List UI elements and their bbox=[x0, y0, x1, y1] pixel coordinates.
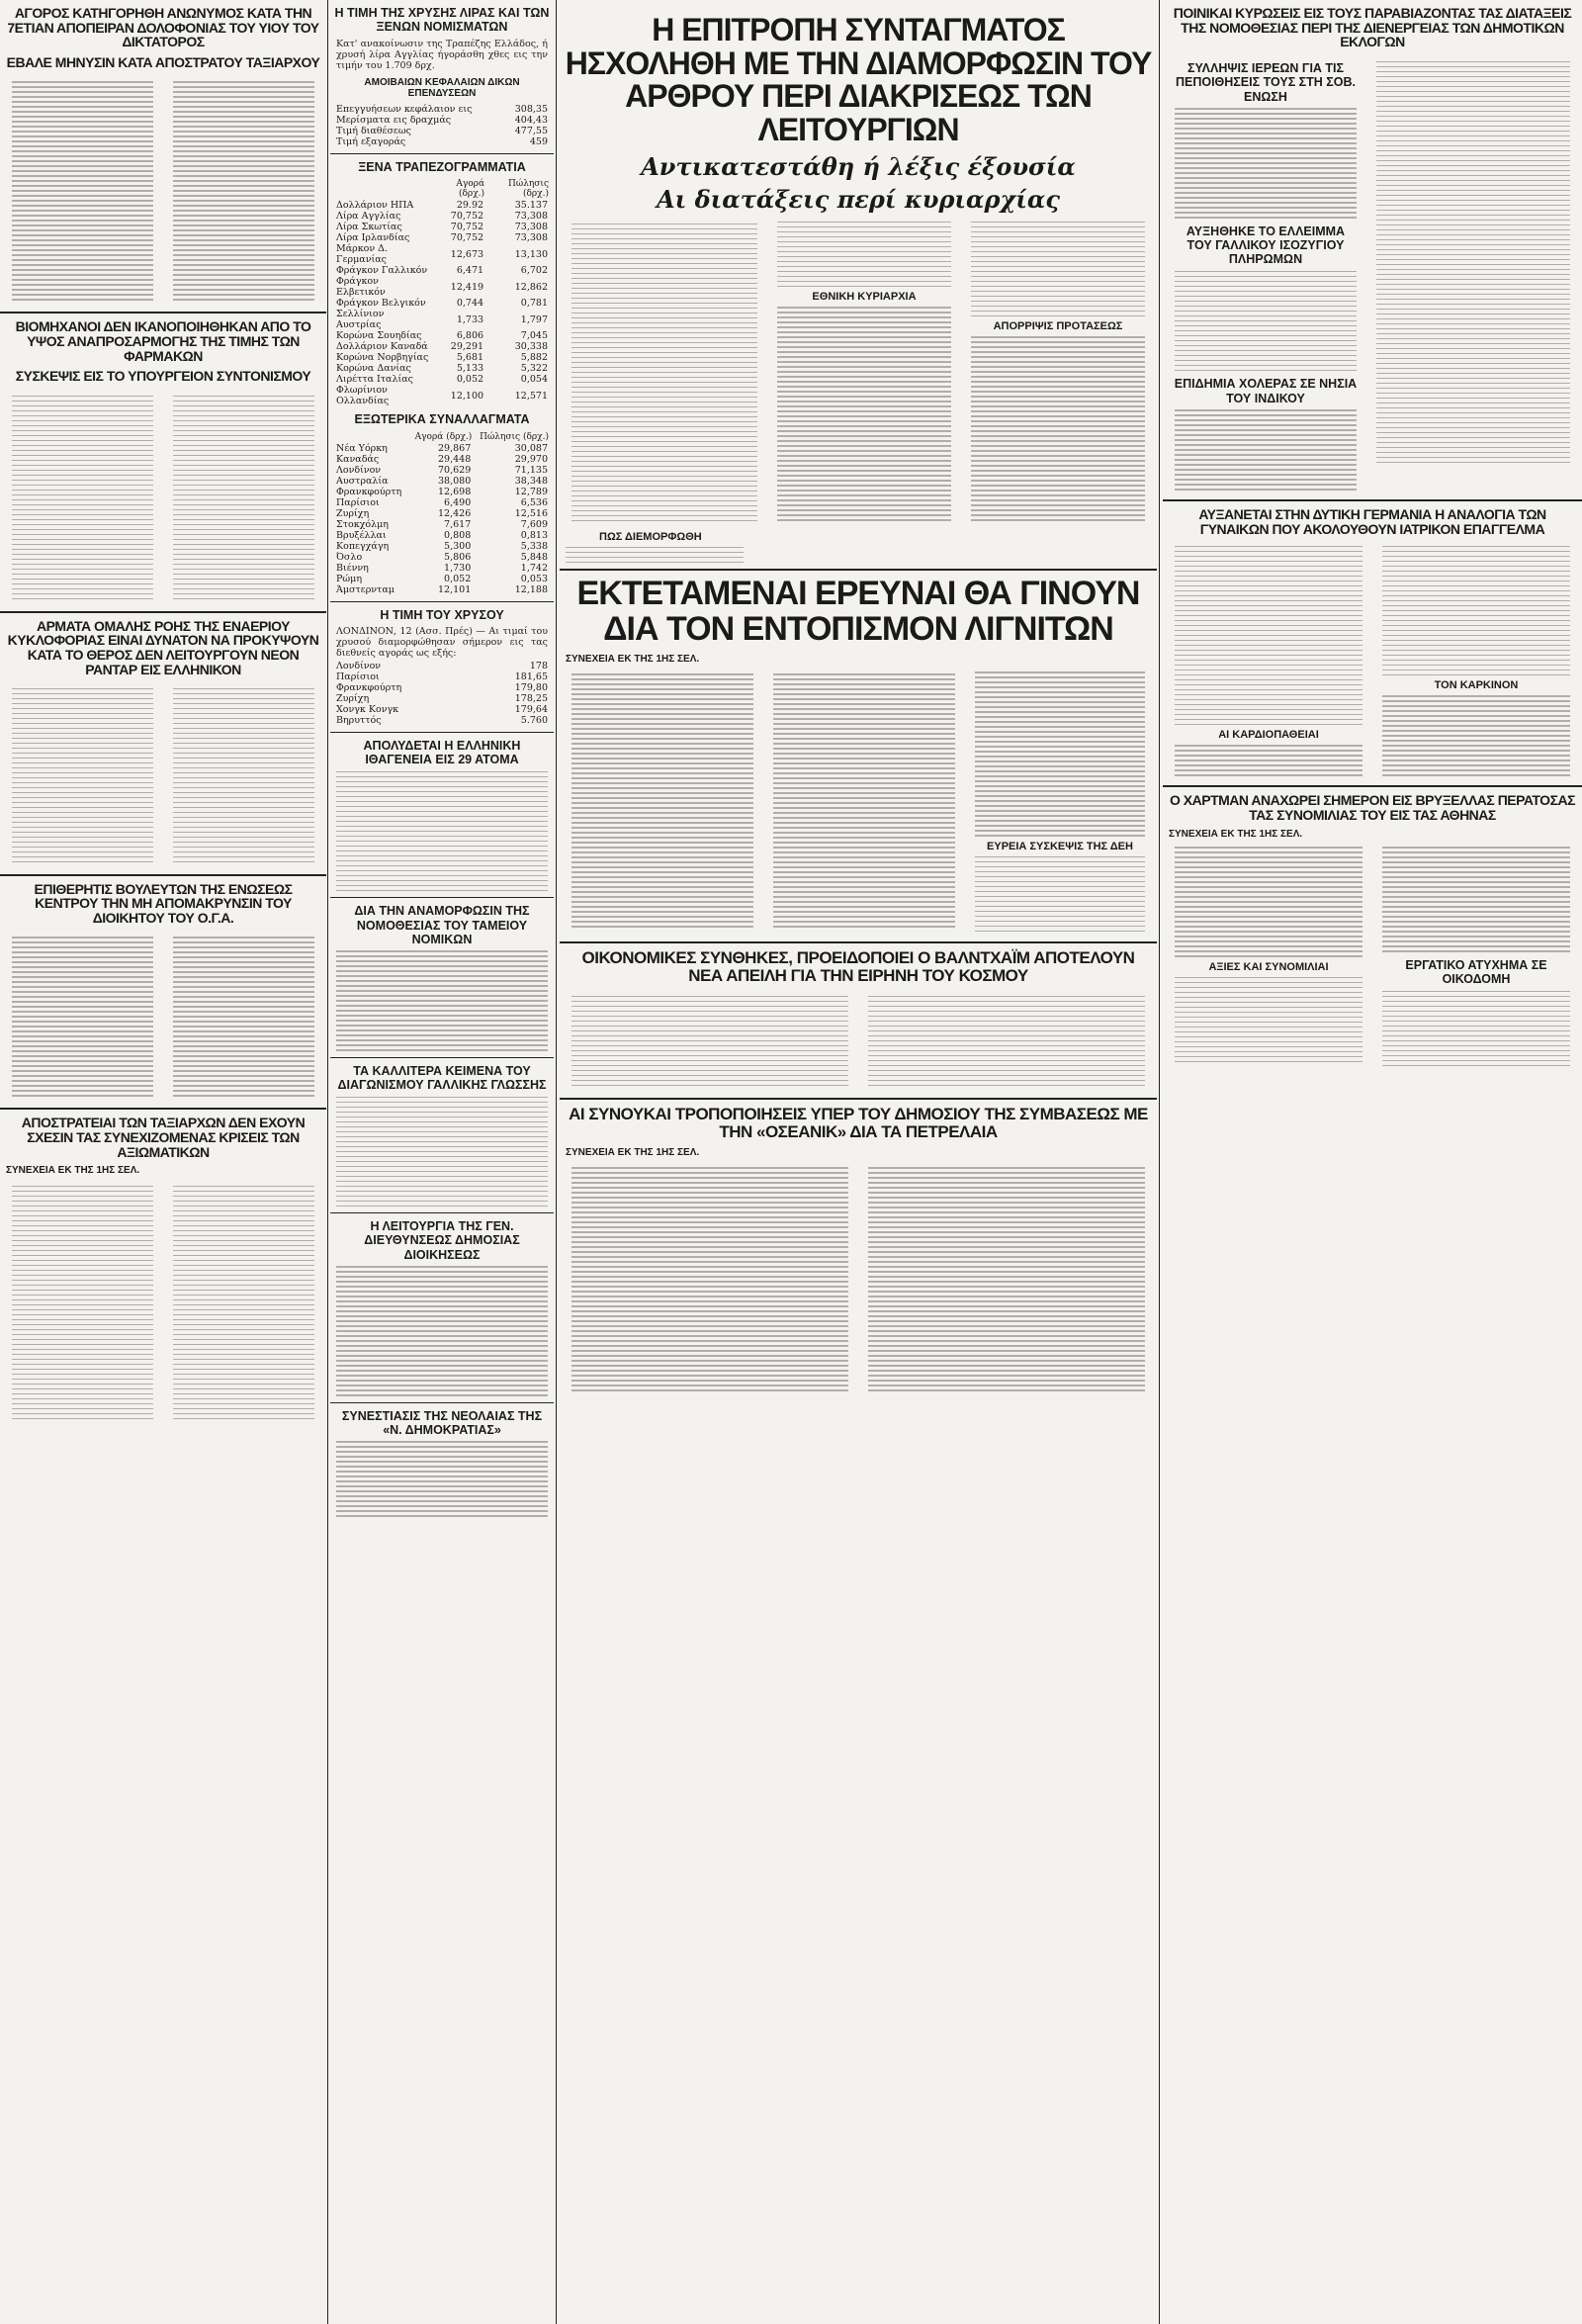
table-row bbox=[334, 200, 550, 211]
headline-citizenship: ΑΠΟΛΥΔΕΤΑΙ Η ΕΛΛΗΝΙΚΗ ΙΘΑΓΕΝΕΙΑ ΕΙΣ 29 ΑΤΟΜΑ bbox=[363, 738, 521, 767]
row-label: Φράγκον Γαλλικόν bbox=[336, 265, 428, 277]
row-value: 6,471 bbox=[456, 265, 484, 277]
row-label: Βιέννη bbox=[336, 562, 369, 574]
headline-anonymous-accusation: ΑΓΟΡΟΣ ΚΑΤΗΓΟΡΗΘΗ ΑΝΩΝΥΜΟΣ ΚΑΤΑ ΤΗΝ 7ΕΤΙΑΝ ΑΠΟΠΕΙΡΑΝ ΔΟΛΟΦΟΝΙΑΣ ΤΟΥ ΥΙΟΥ ΤΟΥ ΔΙΚΤΑΤΟΡΟΣ bbox=[7, 5, 319, 50]
row-label: Κορώνα Σουηδίας bbox=[336, 330, 422, 342]
row-value: 29,867 bbox=[438, 442, 472, 454]
table-row bbox=[334, 309, 550, 330]
row-value: 5,806 bbox=[444, 551, 472, 563]
headline-public-admin: Η ΛΕΙΤΟΥΡΓΙΑ ΤΗΣ ΓΕΝ. ΔΙΕΥΘΥΝΣΕΩΣ ΔΗΜΟΣΙΑΣ ΔΙΟΙΚΗΣΕΩΣ bbox=[364, 1219, 520, 1262]
row-label: Λονδίνον bbox=[336, 464, 382, 476]
continuation-kicker: ΣΥΝΕΧΕΙΑ ΕΚ ΤΗΣ 1ΗΣ ΣΕΛ. bbox=[6, 1165, 140, 1177]
table-row bbox=[334, 661, 550, 671]
ext-title: ΕΞΩΤΕΡΙΚΑ ΣΥΝΑΛΛΑΓΜΑΤΑ bbox=[354, 412, 530, 427]
row-label: Παρίσιοι bbox=[336, 496, 380, 508]
row-value: 178 bbox=[529, 660, 548, 671]
article-citizenship-body bbox=[336, 771, 548, 892]
row-value: 12,516 bbox=[514, 507, 548, 519]
row-label: Φράγκον Ελβετικόν bbox=[336, 276, 386, 299]
waldheim-article-body bbox=[566, 990, 1151, 1092]
gold-title: Η ΤΙΜΗ ΤΟΥ ΧΡΥΣΟΥ bbox=[380, 607, 504, 622]
article-brigadiers-body bbox=[6, 1180, 320, 1425]
row-value: 1,742 bbox=[520, 562, 548, 574]
row-value: 7,609 bbox=[520, 518, 548, 530]
row-value: 12,571 bbox=[514, 390, 548, 402]
table-row bbox=[334, 265, 550, 276]
row-label: Φράγκον Βελγικόν bbox=[336, 298, 426, 310]
row-label: Παρίσιοι bbox=[336, 670, 380, 682]
main-article-body bbox=[566, 218, 1151, 527]
table-row bbox=[334, 552, 550, 563]
row-value: 29,448 bbox=[438, 453, 472, 465]
section-national-sovereignty: ΕΘΝΙΚΗ ΚΥΡΙΑΡΧΙΑ bbox=[812, 291, 917, 304]
row-value: 5.760 bbox=[520, 714, 548, 726]
headline-french-contest: ΤΑ ΚΑΛΛΙΤΕΡΑ ΚΕΙΜΕΝΑ ΤΟΥ ΔΙΑΓΩΝΙΣΜΟΥ ΓΑΛΛΙΚΗΣ ΓΛΩΣΣΗΣ bbox=[337, 1063, 547, 1093]
table-row bbox=[334, 454, 550, 465]
table-row bbox=[334, 276, 550, 298]
row-value: 179,80 bbox=[514, 681, 548, 693]
row-label: Μάρκον Δ. Γερμανίας bbox=[336, 243, 389, 266]
article-oga-body bbox=[6, 932, 320, 1103]
headline-waldheim: ΟΙΚΟΝΟΜΙΚΕΣ ΣΥΝΘΗΚΕΣ, ΠΡΟΕΙΔΟΠΟΙΕΙ Ο ΒΑΛΝΤΧΑΪΜ ΑΠΟΤΕΛΟΥΝ ΝΕΑ ΑΠΕΙΛΗ ΓΙΑ ΤΗΝ ΕΙΡΗΝΗ ΤΟΥ ΚΟΣΜΟΥ bbox=[581, 947, 1135, 985]
table-row bbox=[334, 487, 550, 497]
row-value: 0,781 bbox=[520, 298, 548, 310]
table-row bbox=[334, 222, 550, 232]
row-label: Ζυρίχη bbox=[336, 692, 370, 704]
article-accusation-body bbox=[6, 76, 320, 307]
row-label: Φρανκφούρτη bbox=[336, 486, 402, 497]
row-label: Καναδάς bbox=[336, 453, 380, 465]
table-row bbox=[334, 530, 550, 541]
headline-air-traffic: ΑΡΜΑΤΑ ΟΜΑΛΗΣ ΡΟΗΣ ΤΗΣ ΕΝΑΕΡΙΟΥ ΚΥΚΛΟΦΟΡΙΑΣ ΕΙΝΑΙ ΔΥΝΑΤΟΝ ΝΑ ΠΡΟΚΥΨΟΥΝ ΚΑΤΑ ΤΟ ΘΕΡΟΣ ΔΕΝ ΛΕΙΤΟΥΡΓΟΥΝ ΝΕΟΝ ΡΑΝΤΑΡ ΕΙΣ ΕΛΛΗΝΙΚΟΝ bbox=[7, 617, 319, 677]
main-subhead-1: Αντικατεστάθη ή λέξις έξουσία bbox=[641, 152, 1076, 182]
article-air-traffic-body bbox=[6, 682, 320, 868]
row-value: 5,681 bbox=[456, 352, 484, 364]
headline-lignite: ΕΚΤΕΤΑΜΕΝΑΙ ΕΡΕΥΝΑΙ ΘΑ ΓΙΝΟΥΝ ΔΙΑ ΤΟΝ ΕΝΤΟΠΙΣΜΟΝ ΛΙΓΝΙΤΩΝ bbox=[576, 575, 1140, 649]
headline-french-deficit: ΑΥΞΗΘΗΚΕ ΤΟ ΕΛΛΕΙΜΜΑ ΤΟΥ ΓΑΛΛΙΚΟΥ ΙΣΟΖΥΓΙΟΥ ΠΛΗΡΩΜΩΝ bbox=[1186, 223, 1346, 267]
row-value: 12,101 bbox=[438, 583, 472, 595]
gold-table bbox=[334, 661, 550, 726]
table-row bbox=[334, 682, 550, 693]
row-value: 12,426 bbox=[438, 507, 472, 519]
row-value: 73,308 bbox=[514, 222, 548, 233]
row-value: 5,882 bbox=[520, 352, 548, 364]
section-rejection: ΑΠΟΡΡΙΨΙΣ ΠΡΟΤΑΣΕΩΣ bbox=[993, 320, 1123, 333]
headline-brigadiers: ΑΠΟΣΤΡΑΤΕΙΑΙ ΤΩΝ ΤΑΞΙΑΡΧΩΝ ΔΕΝ ΕΧΟΥΝ ΣΧΕΣΙΝ ΤΑΣ ΣΥΝΕΧΙΖΟΜΕΝΑΣ ΚΡΙΣΕΙΣ ΤΩΝ ΑΞΙΩΜΑΤΙΚΩΝ bbox=[21, 1115, 306, 1160]
row-value: 0,053 bbox=[520, 573, 548, 584]
table-row: Μερίσματα εις δραχμάς 404,43 bbox=[336, 114, 548, 126]
table-row bbox=[334, 352, 550, 363]
article-youth-body bbox=[336, 1441, 548, 1517]
table-row bbox=[334, 584, 550, 595]
table-row bbox=[334, 671, 550, 682]
row-label: Κοπεγχάγη bbox=[336, 540, 390, 552]
table-row bbox=[334, 497, 550, 508]
headline-women-doctors: ΑΥΞΑΝΕΤΑΙ ΣΤΗΝ ΔΥΤΙΚΗ ΓΕΡΜΑΝΙΑ Η ΑΝΑΛΟΓΙΑ ΤΩΝ ΓΥΝΑΙΚΩΝ ΠΟΥ ΑΚΟΛΟΥΘΟΥΝ ΙΑΤΡΙΚΟΝ ΕΠΑΓΓΕΛΜΑ bbox=[1198, 506, 1546, 537]
row-value: 0,054 bbox=[520, 374, 548, 386]
row-value: 38,348 bbox=[514, 475, 548, 487]
row-value: 71,135 bbox=[514, 464, 548, 476]
market-title: Η ΤΙΜΗ ΤΗΣ ΧΡΥΣΗΣ ΛΙΡΑΣ ΚΑΙ ΤΩΝ ΞΕΝΩΝ ΝΟΜΙΣΜΑΤΩΝ bbox=[334, 6, 550, 35]
lignite-article-body bbox=[566, 669, 1151, 936]
row-value: 70,752 bbox=[450, 222, 484, 233]
article-women-doctors-body bbox=[1169, 542, 1576, 779]
row-value: 6,702 bbox=[520, 265, 548, 277]
table-row bbox=[334, 232, 550, 243]
row-value: 70,752 bbox=[450, 211, 484, 223]
headline-priests: ΣΥΛΛΗΨΙΣ ΙΕΡΕΩΝ ΓΙΑ ΤΙΣ ΠΕΠΟΙΘΗΣΕΙΣ ΤΟΥΣ ΣΤΗ ΣΟΒ. ΕΝΩΣΗ bbox=[1175, 61, 1357, 104]
row-label: Λίρα Σκωτίας bbox=[336, 222, 402, 233]
table-row: Επεγγυήσεων κεφάλαιον εις 308,35 bbox=[336, 103, 548, 115]
row-label: Δολλάριον Καναδά bbox=[336, 341, 428, 353]
section-values-talks: ΑΞΙΕΣ ΚΑΙ ΣΥΝΟΜΙΛΙΑΙ bbox=[1208, 960, 1329, 973]
section-heart-disease: ΑΙ ΚΑΡΔΙΟΠΑΘΕΙΑΙ bbox=[1218, 729, 1319, 742]
article-lawyers-body bbox=[336, 950, 548, 1051]
table-row bbox=[334, 298, 550, 309]
article-pharma-body bbox=[6, 390, 320, 605]
row-value: 0,052 bbox=[444, 573, 472, 584]
row-value: 12,862 bbox=[514, 281, 548, 293]
table-row bbox=[334, 519, 550, 530]
row-label: Στοκχόλμη bbox=[336, 518, 389, 530]
row-label: Λιρέττα Ιταλίας bbox=[336, 374, 413, 386]
row-value: 12,100 bbox=[450, 390, 484, 402]
lignite-kicker: ΣΥΝΕΧΕΙΑ ΕΚ ΤΗΣ 1ΗΣ ΣΕΛ. bbox=[566, 653, 700, 665]
headline-penalties: ΠΟΙΝΙΚΑΙ ΚΥΡΩΣΕΙΣ ΕΙΣ ΤΟΥΣ ΠΑΡΑΒΙΑΖΟΝΤΑΣ ΤΑΣ ΔΙΑΤΑΞΕΙΣ ΤΗΣ ΝΟΜΟΘΕΣΙΑΣ ΠΕΡΙ ΤΗΣ ΔΙΕΝΕΡΓΕΙΑΣ ΤΩΝ ΔΗΜΟΤΙΚΩΝ ΕΚΛΟΓΩΝ bbox=[1173, 5, 1572, 50]
row-value: 12,698 bbox=[438, 486, 472, 497]
row-value: 29,970 bbox=[514, 453, 548, 465]
row-value: 0,052 bbox=[456, 374, 484, 386]
row-label: Βηρυττός bbox=[336, 714, 382, 726]
row-value: 73,308 bbox=[514, 232, 548, 244]
row-label: Φλωρίνιον Ολλανδίας bbox=[336, 385, 390, 407]
row-value: 0,813 bbox=[520, 529, 548, 541]
headline-oga: ΕΠΙΘΕΡΗΤΙΣ ΒΟΥΛΕΥΤΩΝ ΤΗΣ ΕΝΩΣΕΩΣ ΚΕΝΤΡΟΥ ΤΗΝ ΜΗ ΑΠΟΜΑΚΡΥΝΣΙΝ ΤΟΥ ΔΙΟΙΚΗΤΟΥ ΤΟΥ Ο.Γ.Α. bbox=[34, 880, 293, 927]
dividends-table bbox=[334, 104, 550, 147]
headline-cholera: ΕΠΙΔΗΜΙΑ ΧΟΛΕΡΑΣ ΣΕ ΝΗΣΙΑ ΤΟΥ ΙΝΔΙΚΟΥ bbox=[1174, 377, 1358, 405]
table-row bbox=[334, 211, 550, 222]
row-value: 5,300 bbox=[444, 540, 472, 552]
fx-table: Αγορά (δρχ.) Πώλησις (δρχ.) Δολλάριον ΗΠΑ 29.92 35.137 Λίρα Αγγλίας 70,752 73,308 Λίρα Σκωτίας 70,752 73,308 Λίρα Ιρλανδίας 70,752 73,308 Μάρκον Δ. Γερμανίας 12,673 13,130 Φράγκον Γαλλικόν 6,471 6,702 Φράγκον Ελβετικόν 12,419 12,862 Φράγκον Βελγικόν 0,744 0,781 Σελλίνιον Αυστρίας 1,733 1,797 Κορώνα Σουηδίας 6,806 7,045 Δολλάριον Καναδά 29,291 30,338 Κορώνα Νορβηγίας 5,681 5,882 Κορώνα Δανίας 5,133 5,322 Λιρέττα Ιταλίας 0,052 0,054 Φλωρίνιον Ολλανδίας 12,100 12,571 bbox=[336, 179, 549, 407]
row-value: 5,848 bbox=[520, 551, 548, 563]
row-label: Όσλο bbox=[336, 551, 363, 563]
row-value: 29,291 bbox=[450, 341, 484, 353]
headline-lawsuit: ΕΒΑΛΕ ΜΗΝΥΣΙΝ ΚΑΤΑ ΑΠΟΣΤΡΑΤΟΥ ΤΑΞΙΑΡΧΟΥ bbox=[6, 54, 320, 71]
table-row bbox=[334, 476, 550, 487]
row-value: 38,080 bbox=[438, 475, 472, 487]
row-value: 30,338 bbox=[514, 341, 548, 353]
section-dei-meeting: ΕΥΡΕΙΑ ΣΥΣΚΕΨΙΣ ΤΗΣ ΔΕΗ bbox=[987, 840, 1133, 852]
row-value: 1,733 bbox=[456, 313, 484, 325]
table-row bbox=[334, 704, 550, 715]
row-label: Λονδίνον bbox=[336, 660, 382, 671]
row-label: Λίρα Ιρλανδίας bbox=[336, 232, 410, 244]
row-label: Βρυξέλλαι bbox=[336, 529, 387, 541]
section-how-formed: ΠΩΣ ΔΙΕΜΟΡΦΩΘΗ bbox=[599, 530, 702, 543]
hartman-kicker: ΣΥΝΕΧΕΙΑ ΕΚ ΤΗΣ 1ΗΣ ΣΕΛ. bbox=[1169, 828, 1303, 840]
row-value: 5,133 bbox=[456, 363, 484, 375]
table-row bbox=[334, 508, 550, 519]
row-value: 12,419 bbox=[450, 281, 484, 293]
row-label: Αυστραλία bbox=[336, 475, 389, 487]
row-value: 29.92 bbox=[456, 200, 484, 212]
dividends-title: ΑΜΟΙΒΑΙΩΝ ΚΕΦΑΛΑΙΩΝ ΔΙΚΩΝ ΕΠΕΝΔΥΣΕΩΝ bbox=[364, 76, 520, 100]
row-label: Σελλίνιον Αυστρίας bbox=[336, 309, 385, 331]
table-row bbox=[334, 541, 550, 552]
row-value: 0,744 bbox=[456, 298, 484, 310]
row-value: 12,188 bbox=[514, 583, 548, 595]
column-left bbox=[0, 0, 326, 2324]
section-cancer: ΤΟΝ ΚΑΡΚΙΝΟΝ bbox=[1434, 679, 1519, 692]
headline-pharma: ΒΙΟΜΗΧΑΝΟΙ ΔΕΝ ΙΚΑΝΟΠΟΙΗΘΗΚΑΝ ΑΠΟ ΤΟ ΥΨΟΣ ΑΝΑΠΡΟΣΑΡΜΟΓΗΣ ΤΗΣ ΤΙΜΗΣ ΤΩΝ ΦΑΡΜΑΚΩΝ bbox=[15, 318, 311, 364]
row-value: 12,673 bbox=[450, 248, 484, 260]
table-row bbox=[334, 374, 550, 385]
row-value: 30,087 bbox=[514, 442, 548, 454]
table-row bbox=[334, 330, 550, 341]
row-label: Ρώμη bbox=[336, 573, 363, 584]
table-row: Τιμή εξαγοράς 459 bbox=[336, 135, 548, 147]
ext-table: Αγορά (δρχ.) Πώλησις (δρχ.) Νέα Υόρκη 29,867 30,087 Καναδάς 29,448 29,970 Λονδίνον 70,629 71,135 Αυστραλία 38,080 38,348 Φρανκφούρτη 12,698 12,789 Παρίσιοι 6,490 6,536 Ζυρίχη 12,426 12,516 Στοκχόλμη 7,617 7,609 Βρυξέλλαι 0,808 0,813 Κοπεγχάγη 5,300 5,338 Όσλο 5,806 5,848 Βιέννη 1,730 1,742 Ρώμη 0,052 0,053 Άμστερνταμ 12,101 12,188 bbox=[336, 431, 549, 595]
row-value: 181,65 bbox=[514, 670, 548, 682]
row-label: Νέα Υόρκη bbox=[336, 442, 388, 454]
table-row bbox=[334, 574, 550, 584]
table-row bbox=[334, 443, 550, 454]
table-row bbox=[334, 363, 550, 374]
row-label: Ζυρίχη bbox=[336, 507, 370, 519]
headline-lawyers-fund: ΔΙΑ ΤΗΝ ΑΝΑΜΟΡΦΩΣΙΝ ΤΗΣ ΝΟΜΟΘΕΣΙΑΣ ΤΟΥ ΤΑΜΕΙΟΥ ΝΟΜΙΚΩΝ bbox=[354, 904, 530, 946]
table-row bbox=[334, 715, 550, 726]
row-value: 6,536 bbox=[520, 496, 548, 508]
row-value: 13,130 bbox=[514, 248, 548, 260]
row-value: 6,490 bbox=[444, 496, 472, 508]
column-center bbox=[560, 0, 1157, 2324]
article-public-admin-body bbox=[336, 1266, 548, 1396]
row-label: Φρανκφούρτη bbox=[336, 681, 402, 693]
table-row bbox=[334, 385, 550, 406]
row-value: 7,045 bbox=[520, 330, 548, 342]
article-hartman-body bbox=[1169, 844, 1576, 1070]
row-value: 70,752 bbox=[450, 232, 484, 244]
main-subhead-2: Αι διατάξεις περί κυριαρχίας bbox=[657, 185, 1060, 215]
table-row bbox=[334, 465, 550, 476]
headline-work-accident: ΕΡΓΑΤΙΚΟ ΑΤΥΧΗΜΑ ΣΕ ΟΙΚΟΔΟΜΗ bbox=[1405, 957, 1547, 987]
headline-hartman: Ο ΧΑΡΤΜΑΝ ΑΝΑΧΩΡΕΙ ΣΗΜΕΡΟΝ ΕΙΣ ΒΡΥΞΕΛΛΑΣ ΠΕΡΑΤΟΣΑΣ ΤΑΣ ΣΥΝΟΜΙΛΙΑΣ ΤΟΥ ΕΙΣ ΤΑΣ ΑΘΗΝΑΣ bbox=[1170, 792, 1575, 824]
gold-intro: ΛΟΝΔΙΝΟΝ, 12 (Ασσ. Πρές) — Αι τιμαί του χρυσού διαμορφώθησαν σήμερον εις τας διεθνείς αγοράς ως εξής: bbox=[336, 625, 548, 659]
table-row bbox=[334, 693, 550, 704]
headline-pharma-sub: ΣΥΣΚΕΨΙΣ ΕΙΣ ΤΟ ΥΠΟΥΡΓΕΙΟΝ ΣΥΝΤΟΝΙΣΜΟΥ bbox=[15, 368, 311, 385]
main-headline: Η ΕΠΙΤΡΟΠΗ ΣΥΝΤΑΓΜΑΤΟΣ ΗΣΧΟΛΗΘΗ ΜΕ ΤΗΝ ΔΙΑΜΟΡΦΩΣΙΝ ΤΟΥ ΑΡΘΡΟΥ ΠΕΡΙ ΔΙΑΚΡΙΣΕΩΣ ΤΩΝ ΛΕΙΤΟΥΡΓΙΩΝ bbox=[565, 12, 1152, 147]
row-label: Λίρα Αγγλίας bbox=[336, 211, 401, 223]
fx-title: ΞΕΝΑ ΤΡΑΠΕΖΟΓΡΑΜΜΑΤΙΑ bbox=[358, 159, 526, 174]
table-row: Τιμή διαθέσεως 477,55 bbox=[336, 125, 548, 136]
row-value: 5,322 bbox=[520, 363, 548, 375]
table-row bbox=[334, 243, 550, 265]
oceanic-article-body bbox=[566, 1162, 1151, 1397]
column-right bbox=[1163, 0, 1582, 2324]
row-value: 12,789 bbox=[514, 486, 548, 497]
market-intro: Κατ' ανακοίνωσιν της Τραπέζης Ελλάδος, ή χρυσή λίρα Αγγλίας ήγοράσθη χθες εις την τιμήν του 1.709 δρχ. bbox=[336, 38, 548, 71]
row-value: 73,308 bbox=[514, 211, 548, 223]
article-penalties-body bbox=[1169, 55, 1576, 493]
row-label: Κορώνα Νορβηγίας bbox=[336, 352, 429, 364]
row-label: Χονγκ Κονγκ bbox=[336, 703, 399, 715]
headline-oceanic: ΑΙ ΣΥΝΟΥΚΑΙ ΤΡΟΠΟΠΟΙΗΣΕΙΣ ΥΠΕΡ ΤΟΥ ΔΗΜΟΣΙΟΥ ΤΗΣ ΣΥΜΒΑΣΕΩΣ ΜΕ ΤΗΝ «ΟΣΕΑΝΙΚ» ΔΙΑ ΤΑ ΠΕΤΡΕΛΑΙΑ bbox=[569, 1104, 1148, 1141]
row-value: 70,629 bbox=[438, 464, 472, 476]
row-value: 179,64 bbox=[514, 703, 548, 715]
table-row bbox=[334, 341, 550, 352]
oceanic-kicker: ΣΥΝΕΧΕΙΑ ΕΚ ΤΗΣ 1ΗΣ ΣΕΛ. bbox=[566, 1146, 700, 1158]
column-market bbox=[330, 0, 554, 2324]
headline-youth: ΣΥΝΕΣΤΙΑΣΙΣ ΤΗΣ ΝΕΟΛΑΙΑΣ ΤΗΣ «Ν. ΔΗΜΟΚΡΑΤΙΑΣ» bbox=[341, 1408, 543, 1437]
row-label: Δολλάριον ΗΠΑ bbox=[336, 200, 414, 212]
table-row bbox=[334, 563, 550, 574]
row-label: Άμστερνταμ bbox=[336, 583, 395, 595]
row-value: 178,25 bbox=[514, 692, 548, 704]
row-value: 5,338 bbox=[520, 540, 548, 552]
row-value: 1,730 bbox=[444, 562, 472, 574]
row-value: 1,797 bbox=[520, 313, 548, 325]
row-value: 0,808 bbox=[444, 529, 472, 541]
row-value: 7,617 bbox=[444, 518, 472, 530]
row-value: 6,806 bbox=[456, 330, 484, 342]
row-value: 35.137 bbox=[514, 200, 548, 212]
row-label: Κορώνα Δανίας bbox=[336, 363, 411, 375]
article-french-body bbox=[336, 1097, 548, 1207]
